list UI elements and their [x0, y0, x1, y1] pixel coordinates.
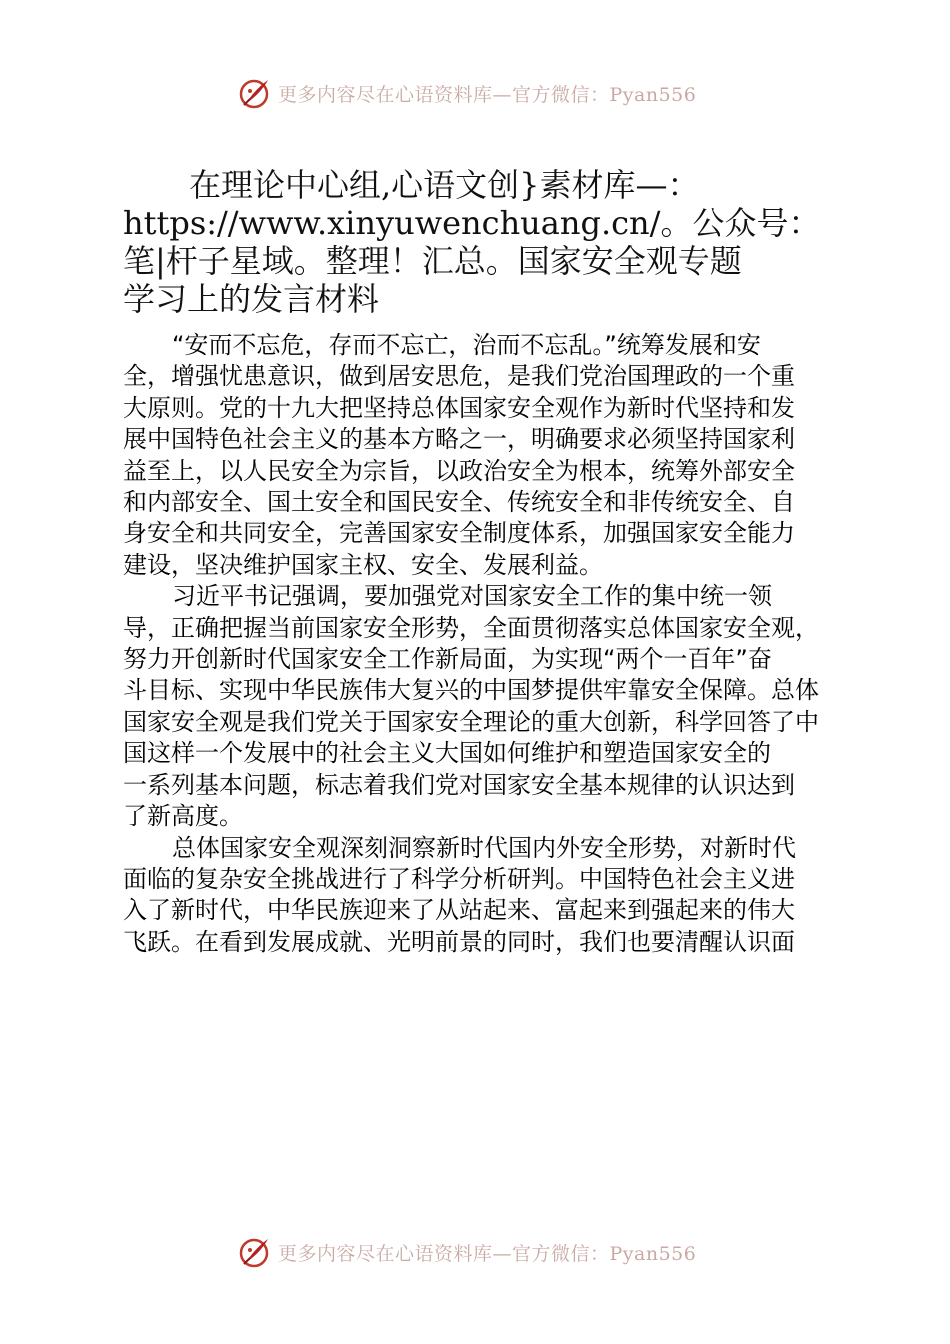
title-line: 学习上的发言材料 [123, 280, 380, 318]
body-line: 展中国特色社会主义的基本方略之一，明确要求必须坚持国家利 [123, 425, 795, 454]
body-line: 大原则。党的十九大把坚持总体国家安全观作为新时代坚持和发 [123, 393, 795, 422]
body-line: 国这样一个发展中的社会主义大国如何维护和塑造国家安全的 [123, 739, 771, 768]
body-line: 总体国家安全观深刻洞察新时代国内外安全形势，对新时代 [172, 833, 796, 862]
body-line: 一系列基本问题，标志着我们党对国家安全基本规律的认识达到 [123, 770, 795, 799]
body-line: 国家安全观是我们党关于国家安全理论的重大创新，科学回答了中 [123, 707, 819, 736]
body-line: 全，增强忧患意识，做到居安思危，是我们党治国理政的一个重 [123, 362, 795, 391]
body-line: 习近平书记强调，要加强党对国家安全工作的集中统一领 [172, 582, 772, 611]
body-line: 导，正确把握当前国家安全形势，全面贯彻落实总体国家安全观， [123, 613, 819, 642]
document-title [123, 166, 843, 318]
banner-text: 更多内容尽在心语资料库—官方微信：Pyan556 [278, 83, 697, 106]
title-line: 在理论中心组,心语文创}素材库—： [189, 166, 700, 204]
quill-in-circle-icon [236, 75, 272, 111]
title-line: https://www.xinyuwenchuang.cn/。公众号： [123, 204, 821, 242]
body-line: 飞跃。在看到发展成就、光明前景的同时，我们也要清醒认识面 [123, 927, 795, 956]
document-body [123, 330, 833, 958]
banner-text: 更多内容尽在心语资料库—官方微信：Pyan556 [278, 1242, 697, 1265]
footer-banner [236, 1232, 756, 1272]
header-banner [236, 73, 756, 113]
quill-in-circle-icon [236, 1234, 272, 1270]
body-line: “安而不忘危，存而不忘亡，治而不忘乱。”统筹发展和安 [172, 331, 761, 359]
body-line: 斗目标、实现中华民族伟大复兴的中国梦提供牢靠安全保障。总体 [123, 676, 819, 705]
body-line: 和内部安全、国土安全和国民安全、传统安全和非传统安全、自 [123, 488, 795, 517]
body-line: 入了新时代，中华民族迎来了从站起来、富起来到强起来的伟大 [123, 896, 795, 925]
body-line: 面临的复杂安全挑战进行了科学分析研判。中国特色社会主义进 [123, 864, 795, 893]
body-line: 努力开创新时代国家安全工作新局面，为实现“两个一百年”奋 [123, 645, 772, 674]
body-line: 建设，坚决维护国家主权、安全、发展利益。 [123, 550, 603, 579]
body-line: 了新高度。 [123, 802, 243, 831]
title-line: 笔|杆子星域。整理！汇总。国家安全观专题 [123, 242, 742, 280]
body-line: 益至上，以人民安全为宗旨，以政治安全为根本，统筹外部安全 [123, 456, 795, 485]
body-line: 身安全和共同安全，完善国家安全制度体系，加强国家安全能力 [123, 519, 795, 548]
